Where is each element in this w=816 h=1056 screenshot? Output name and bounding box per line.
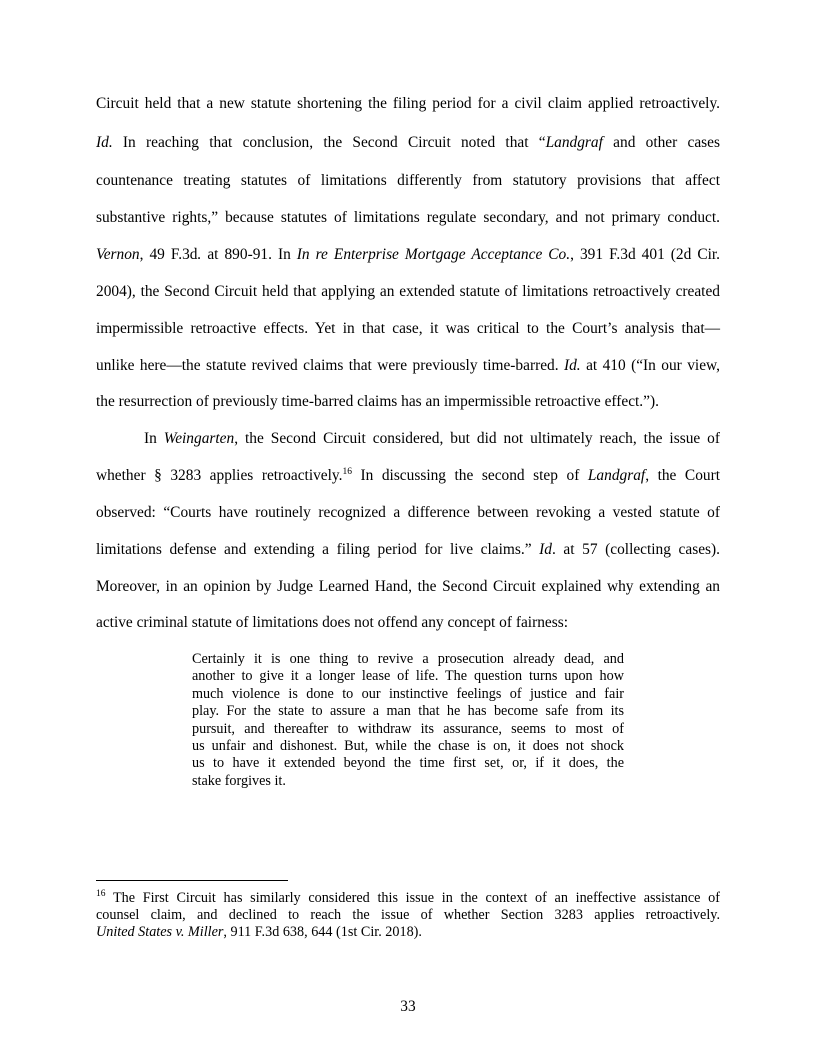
text-run: In reaching that conclusion, the Second Circuit noted that “ [112,134,546,151]
text-run: and other cases [602,134,720,151]
body-line: impermissible retroactive effects. Yet in that case, it was critical to the Court’s analysis that— [96,320,720,337]
citation-italic: Id [539,541,552,558]
text-run: , 391 F.3d 401 (2d Cir. [570,246,720,263]
quote-line: stake forgives it. [192,773,286,789]
case-name-italic: In re Enterprise Mortgage Acceptance Co. [296,246,571,263]
body-line: the resurrection of previously time-barred claims has an impermissible retroactive effect.”). [96,393,659,410]
footnote-line: counsel claim, and declined to reach the issue of whether Section 3283 applies retroactively. [96,907,720,923]
text-run: limitations defense and extending a filing period for live claims.” [96,541,540,558]
body-line: 2004), the Second Circuit held that applying an extended statute of limitations retroactively created [96,283,720,300]
text-run: In discussing the second step of [351,467,588,484]
case-name-italic: Vernon [96,246,140,263]
page-number: 33 [400,998,416,1015]
body-line [96,245,720,265]
body-line [96,540,720,560]
text-run: . at 57 (collecting cases). [551,541,720,558]
text-run: at 410 (“In our view, [580,357,720,374]
citation-italic: Id. [96,134,113,151]
quote-line: us unfair and dishonest. But, while the chase is on, it does not shock [192,738,624,754]
footnote-reference[interactable]: 16 [342,467,352,477]
text-run: , the Court [645,467,720,484]
body-line: Circuit held that a new statute shortening the filing period for a civil claim applied retroactively. [96,95,720,112]
text-run: , 911 F.3d 638, 644 (1st Cir. 2018). [223,924,422,940]
case-name-italic: Landgraf [587,467,646,484]
footnote-line [96,924,720,941]
body-line [96,356,720,376]
body-line: active criminal statute of limitations does not offend any concept of fairness: [96,614,568,631]
text-run: at 890-91. In [201,246,297,263]
body-line [96,133,720,153]
text-run: In [144,430,164,447]
quote-line: much violence is done to our instinctive feelings of justice and fair [192,686,624,702]
quote-line: Certainly it is one thing to revive a prosecution already dead, and [192,651,624,667]
case-name-italic: Landgraf [545,134,603,151]
body-line: Moreover, in an opinion by Judge Learned Hand, the Second Circuit explained why extending an [96,578,720,595]
footnote-separator [96,880,288,881]
quote-line: play. For the state to assure a man that he has become safe from its [192,703,624,719]
case-name-italic: Weingarten [163,430,235,447]
text-run-italic: . [197,246,202,263]
quote-line: pursuit, and thereafter to withdraw its assurance, seems to most of [192,721,624,737]
body-line [144,429,720,449]
citation-italic: Id. [563,357,581,374]
text-run: whether § 3283 applies retroactively. [96,467,343,484]
text-run: The First Circuit has similarly considered this issue in the context of an ineffective assistance of [105,890,720,906]
text-run: , 49 F.3d [139,246,198,263]
body-line [96,466,720,486]
footnote-number: 16 [96,889,106,899]
body-line: countenance treating statutes of limitations differently from statutory provisions that affect [96,172,720,189]
text-run: , the Second Circuit considered, but did not ultimately reach, the issue of [234,430,721,447]
text-run: unlike here—the statute revived claims that were previously time-barred. [96,357,564,374]
quote-line: us to have it extended beyond the time first set, or, if it does, the [192,755,624,771]
body-line: observed: “Courts have routinely recognized a difference between revoking a vested statute of [96,504,720,521]
body-line: substantive rights,” because statutes of limitations regulate secondary, and not primary conduct. [96,209,720,226]
quote-line: another to give it a longer lease of life. The question turns upon how [192,668,624,684]
case-name-italic: United States v. Miller [96,924,224,940]
footnote-line [96,890,720,907]
